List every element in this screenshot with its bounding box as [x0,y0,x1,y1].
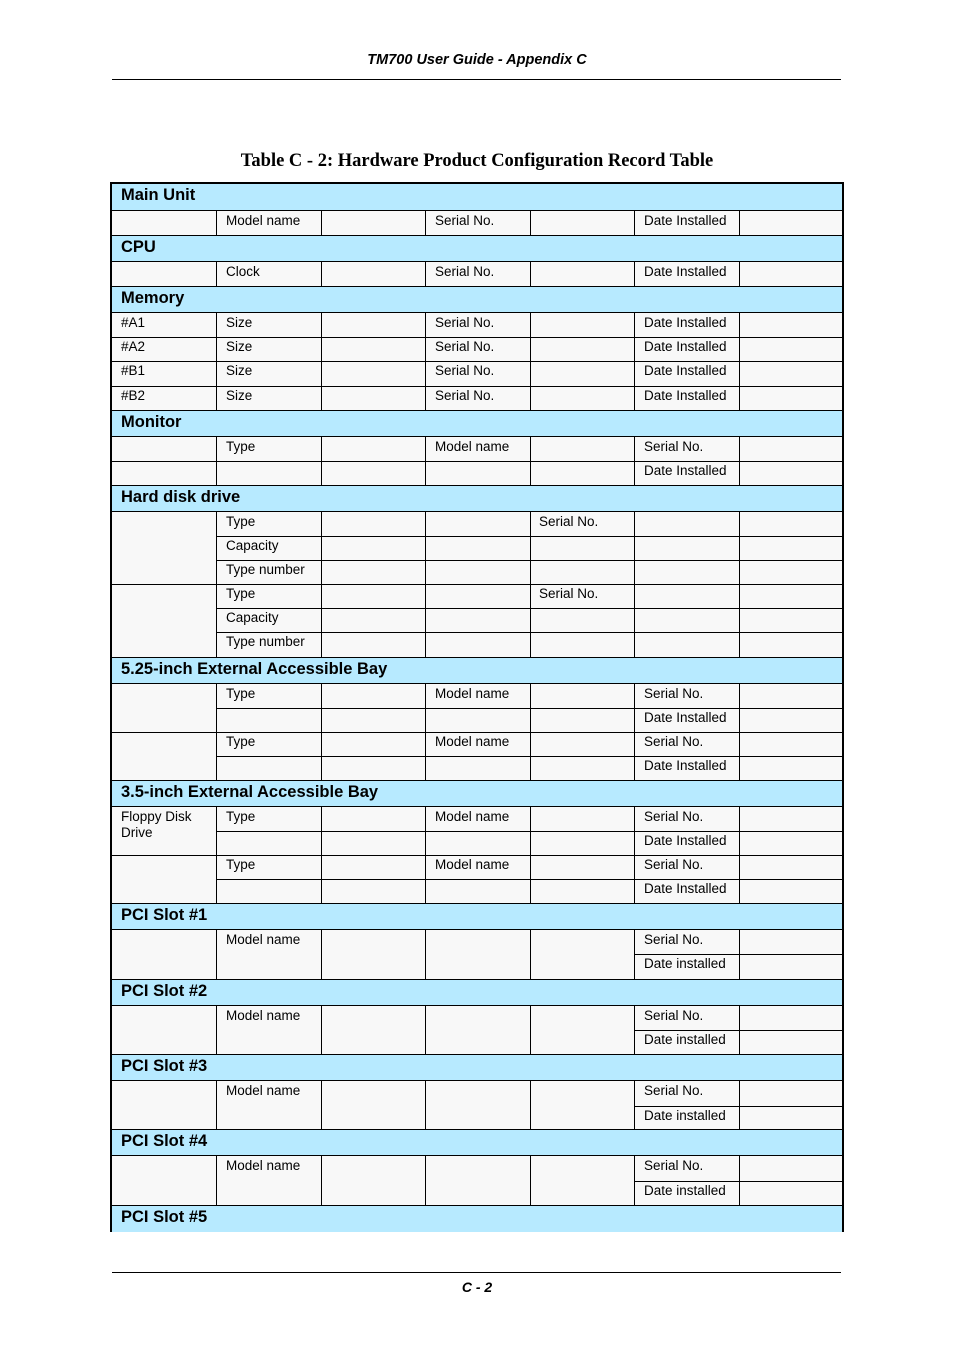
grid-line [112,584,842,585]
section-35-bay: 3.5-inch External Accessible Bay [112,780,842,807]
pci2-model-label: Model name [226,1008,301,1023]
grid-line [634,1106,842,1107]
grid-line [634,211,635,235]
page-header-title: TM700 User Guide - Appendix C [367,52,587,68]
grid-line [425,930,426,979]
grid-line [216,1081,217,1129]
bay525-serial-label: Serial No. [644,734,704,749]
section-cpu: CPU [112,235,842,262]
grid-line [530,262,531,286]
memory-slot-id: #B2 [121,388,146,403]
grid-line [112,855,842,856]
hdd-capacity-label: Capacity [226,610,279,625]
pci3-date-label: Date installed [644,1108,726,1123]
pci4-model-label: Model name [226,1158,301,1173]
hdd-type-label: Type [226,514,256,529]
memory-slot-id: #A1 [121,315,146,330]
grid-line [739,1081,740,1129]
memory-size-label: Size [226,388,253,403]
pci2-date-label: Date installed [644,1032,726,1047]
pci1-date-label: Date installed [644,956,726,971]
pci3-model-label: Model name [226,1083,301,1098]
section-main-unit: Main Unit [112,184,842,211]
section-525-bay: 5.25-inch External Accessible Bay [112,657,842,684]
monitor-serial-label: Serial No. [644,439,704,454]
grid-line [321,211,322,235]
grid-line [530,1006,531,1054]
grid-line [216,831,842,832]
floppy-disk-drive-label: Floppy Disk Drive [121,809,192,840]
grid-line [530,1156,531,1205]
grid-line [216,211,217,235]
bay35-type-label: Type [226,857,256,872]
grid-line [216,560,842,561]
section-memory: Memory [112,286,842,313]
section-pci-slot-1: PCI Slot #1 [112,903,842,930]
section-pci-slot-2: PCI Slot #2 [112,979,842,1006]
memory-size-label: Size [226,363,253,378]
cpu-clock-label: Clock [226,264,260,279]
grid-line [321,1006,322,1054]
header-rule [112,79,841,80]
grid-line [112,461,842,462]
grid-line [425,1006,426,1054]
memory-date-label: Date Installed [644,363,727,378]
section-pci-slot-5: PCI Slot #5 [112,1205,842,1232]
grid-line [321,1156,322,1205]
section-pci-slot-3: PCI Slot #3 [112,1054,842,1081]
grid-line [216,262,217,286]
bay35-type-label: Type [226,809,256,824]
main-unit-model-label: Model name [226,213,301,228]
bay525-model-label: Model name [435,686,510,701]
pci1-model-label: Model name [226,932,301,947]
grid-line [216,632,842,633]
grid-line [739,262,740,286]
pci4-serial-label: Serial No. [644,1158,704,1173]
bay525-type-label: Type [226,686,256,701]
cpu-serial-label: Serial No. [435,264,495,279]
grid-line [530,1081,531,1129]
bay525-type-label: Type [226,734,256,749]
grid-line [530,930,531,979]
memory-size-label: Size [226,315,253,330]
grid-line [634,1030,842,1031]
grid-line [216,756,842,757]
grid-line [634,1081,635,1129]
bay525-serial-label: Serial No. [644,686,704,701]
memory-serial-label: Serial No. [435,388,495,403]
bay525-model-label: Model name [435,734,510,749]
main-unit-date-label: Date Installed [644,213,727,228]
grid-line [112,337,842,338]
hdd-capacity-label: Capacity [226,538,279,553]
memory-serial-label: Serial No. [435,315,495,330]
cpu-date-label: Date Installed [644,264,727,279]
grid-line [634,262,635,286]
hdd-type-number-label: Type number [226,562,305,577]
grid-line [739,211,740,235]
grid-line [112,386,842,387]
grid-line [216,1006,217,1054]
configuration-record-table [110,182,844,1232]
memory-serial-label: Serial No. [435,363,495,378]
grid-line [634,954,842,955]
grid-line [112,361,842,362]
grid-line [321,1081,322,1129]
memory-slot-id: #A2 [121,339,146,354]
pci3-serial-label: Serial No. [644,1083,704,1098]
bay525-date-label: Date Installed [644,758,727,773]
bay35-model-label: Model name [435,857,510,872]
memory-date-label: Date Installed [644,388,727,403]
main-unit-serial-label: Serial No. [435,213,495,228]
bay35-date-label: Date Installed [644,833,727,848]
section-hard-disk-drive: Hard disk drive [112,485,842,512]
grid-line [530,211,531,235]
pci1-serial-label: Serial No. [644,932,704,947]
grid-line [425,1081,426,1129]
memory-date-label: Date Installed [644,315,727,330]
memory-date-label: Date Installed [644,339,727,354]
grid-line [321,930,322,979]
bay35-serial-label: Serial No. [644,857,704,872]
grid-line [216,608,842,609]
grid-line [216,708,842,709]
bay35-model-label: Model name [435,809,510,824]
bay525-date-label: Date Installed [644,710,727,725]
hdd-serial-label: Serial No. [539,514,599,529]
grid-line [216,536,842,537]
grid-line [425,262,426,286]
grid-line [321,262,322,286]
grid-line [634,1181,842,1182]
memory-slot-id: #B1 [121,363,146,378]
monitor-date-label: Date Installed [644,463,727,478]
memory-size-label: Size [226,339,253,354]
memory-serial-label: Serial No. [435,339,495,354]
footer-rule [112,1272,841,1273]
hdd-type-number-label: Type number [226,634,305,649]
grid-line [216,1156,217,1205]
hdd-type-label: Type [226,586,256,601]
page-number: C - 2 [461,1279,493,1295]
section-pci-slot-4: PCI Slot #4 [112,1129,842,1156]
grid-line [425,1156,426,1205]
grid-line [216,879,842,880]
grid-line [216,930,217,979]
table-caption: Table C - 2: Hardware Product Configuration Record Table [240,151,714,171]
bay35-serial-label: Serial No. [644,809,704,824]
monitor-type-label: Type [226,439,256,454]
section-monitor: Monitor [112,410,842,437]
bay35-date-label: Date Installed [644,881,727,896]
grid-line [425,211,426,235]
pci4-date-label: Date installed [644,1183,726,1198]
grid-line [112,732,842,733]
monitor-model-label: Model name [435,439,510,454]
pci2-serial-label: Serial No. [644,1008,704,1023]
hdd-serial-label: Serial No. [539,586,599,601]
